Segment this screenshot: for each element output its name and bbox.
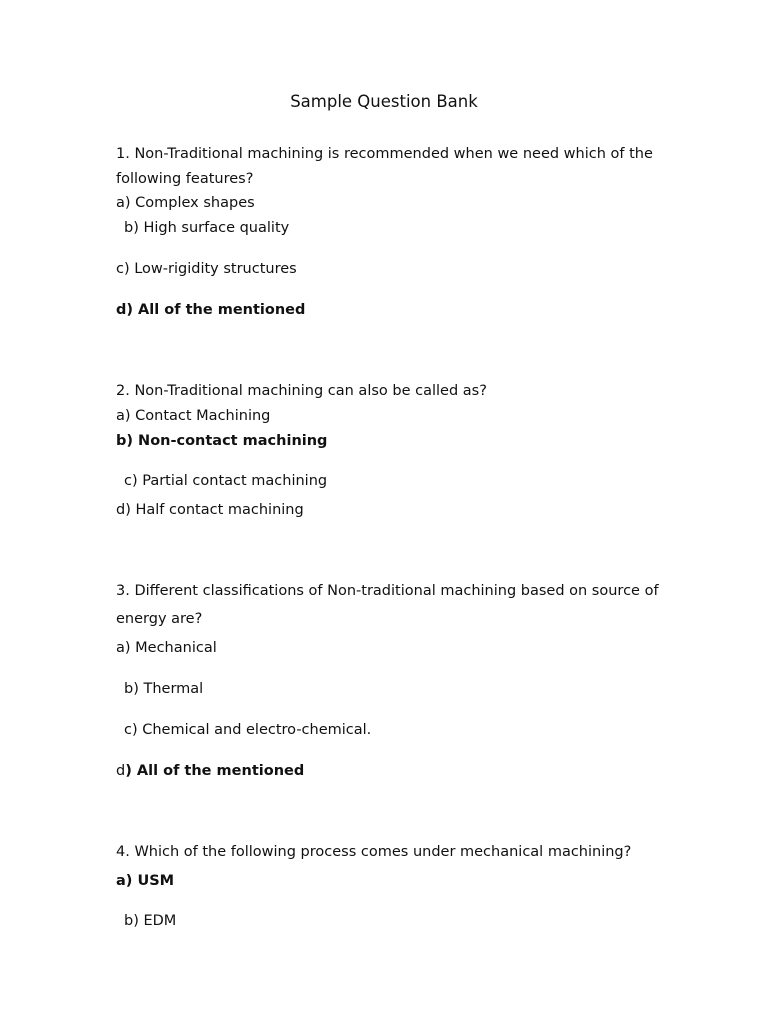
question-1-option-d-answer: d) All of the mentioned bbox=[116, 302, 306, 318]
page-title: Sample Question Bank bbox=[290, 92, 478, 111]
question-2-option-d: d) Half contact machining bbox=[116, 502, 304, 518]
question-3-option-d-answer bbox=[116, 762, 304, 780]
question-3-option-b: b) Thermal bbox=[124, 681, 204, 697]
question-2-option-a: a) Contact Machining bbox=[116, 408, 271, 424]
question-4-option-a-answer: a) USM bbox=[116, 873, 175, 889]
question-3-option-a: a) Mechanical bbox=[116, 640, 217, 656]
question-3-stem-line-1: 3. Different classifications of Non-traditional machining based on source of bbox=[116, 583, 659, 599]
question-4-option-b: b) EDM bbox=[124, 913, 177, 929]
question-3-option-d-prefix: d bbox=[116, 763, 126, 779]
question-4-stem: 4. Which of the following process comes under mechanical machining? bbox=[116, 844, 632, 860]
question-1-option-a: a) Complex shapes bbox=[116, 195, 255, 211]
question-3-option-c: c) Chemical and electro-chemical. bbox=[124, 722, 372, 738]
question-2-stem: 2. Non-Traditional machining can also be called as? bbox=[116, 383, 487, 399]
question-3-stem-line-2: energy are? bbox=[116, 611, 203, 627]
question-1-stem-line-2: following features? bbox=[116, 171, 254, 187]
question-1-option-c: c) Low-rigidity structures bbox=[116, 261, 297, 277]
question-2-option-b-answer: b) Non-contact machining bbox=[116, 433, 328, 449]
question-1-option-b: b) High surface quality bbox=[124, 220, 290, 236]
question-3-option-d-text: ) All of the mentioned bbox=[125, 763, 305, 779]
question-2-option-c: c) Partial contact machining bbox=[124, 473, 328, 489]
question-1-stem-line-1: 1. Non-Traditional machining is recommended when we need which of the bbox=[116, 146, 653, 162]
